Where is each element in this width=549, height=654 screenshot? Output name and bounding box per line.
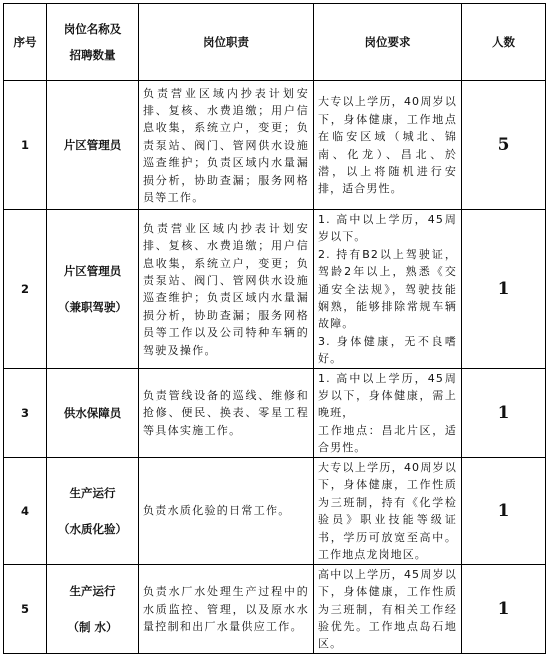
requirement-line: 2. 持有B2以上驾驶证，驾龄2年以上，熟悉《交通安全法规》，驾驶技能娴熟，能够排除常规车辆故障。 [318, 247, 457, 331]
position-subtitle: （兼职驾驶） [58, 299, 127, 314]
table-row [4, 564, 546, 653]
header-position-line2: 招聘数量 [69, 48, 116, 62]
position-name: 片区管理员 [63, 138, 122, 152]
row-seq: 4 [4, 457, 47, 564]
row-seq: 5 [4, 564, 47, 653]
table-row [4, 457, 546, 564]
position-subtitle: （水质化验） [58, 521, 127, 536]
row-seq: 1 [4, 81, 47, 210]
row-seq: 2 [4, 210, 47, 369]
requirement-line: 1. 高中以上学历，45周岁以下。 [318, 213, 457, 244]
row-position [47, 210, 139, 369]
header-position-line1: 岗位名称及 [63, 22, 122, 36]
row-count: 1 [462, 210, 546, 369]
table-row [4, 210, 546, 369]
duties-text: 负责水厂水处理生产过程中的水质监控、管理，以及原水水量控制和出厂水量供应工作。 [143, 585, 309, 633]
row-count: 1 [462, 564, 546, 653]
header-seq: 序号 [4, 4, 47, 81]
position-name: 生产运行 [69, 485, 116, 500]
requirement-line: 3. 身体健康，无不良嗜好。 [318, 334, 457, 366]
position-name: 生产运行 [69, 583, 116, 598]
requirement-line: 1. 高中以上学历，45周岁以下，身体健康，需上晚班， [318, 371, 457, 420]
row-position [47, 564, 139, 653]
requirements-text: 高中以上学历，45周岁以下，身体健康，工作性质为三班制，有相关工作经验优先。工作地点岛石地区。 [318, 567, 457, 651]
row-duties [139, 564, 314, 653]
row-duties [139, 457, 314, 564]
header-position [47, 4, 139, 81]
row-requirements [314, 564, 462, 653]
duties-text: 负责水质化验的日常工作。 [143, 504, 291, 518]
position-name: 供水保障员 [63, 405, 122, 420]
row-position [47, 368, 139, 457]
row-requirements [314, 368, 462, 457]
recruitment-table-wrapper [3, 3, 546, 654]
row-duties [139, 368, 314, 457]
requirement-line: 工作地点：昌北片区，适合男性。 [318, 423, 457, 455]
duties-text: 负责营业区域内抄表计划安排、复核、水费追缴；用户信息收集，系统立户，变更；负责泵站、阀门、管网供水设施巡查维护；负责区域内水量漏损分析，协助查漏；服务网格员等工作以及公司特种车辆的驾驶及操作。 [143, 221, 309, 357]
row-position [47, 81, 139, 210]
recruitment-table [3, 3, 546, 654]
row-seq: 3 [4, 368, 47, 457]
row-duties [139, 81, 314, 210]
row-requirements [314, 81, 462, 210]
row-requirements [314, 210, 462, 369]
row-requirements [314, 457, 462, 564]
duties-text: 负责营业区域内抄表计划安排、复核、水费追缴；用户信息收集，系统立户，变更；负责泵站、阀门、管网供水设施巡查维护；负责区域内水量漏损分析，协助查漏；服务网格员等工作。 [143, 86, 309, 205]
requirements-text: 大专以上学历，40周岁以下，身体健康，工作地点在临安区域（城北、锦南、化龙）、昌北、於潜，以上将随机进行安排，适合男性。 [318, 95, 457, 196]
row-position [47, 457, 139, 564]
table-row [4, 81, 546, 210]
header-duties: 岗位职责 [139, 4, 314, 81]
table-row [4, 368, 546, 457]
header-requirements: 岗位要求 [314, 4, 462, 81]
header-row [4, 4, 546, 81]
row-count: 5 [462, 81, 546, 210]
position-name: 片区管理员 [63, 263, 122, 278]
header-count: 人数 [462, 4, 546, 81]
row-count: 1 [462, 457, 546, 564]
position-subtitle: （制 水） [67, 619, 118, 634]
row-count: 1 [462, 368, 546, 457]
duties-text: 负责管线设备的巡线、维修和抢修、便民、换表、零星工程等具体实施工作。 [143, 389, 309, 437]
row-duties [139, 210, 314, 369]
requirements-text: 大专以上学历，40周岁以下，身体健康，工作性质为三班制，持有《化学检验员》职业技能等级证书，学历可放宽至高中。工作地点龙岗地区。 [318, 460, 457, 561]
